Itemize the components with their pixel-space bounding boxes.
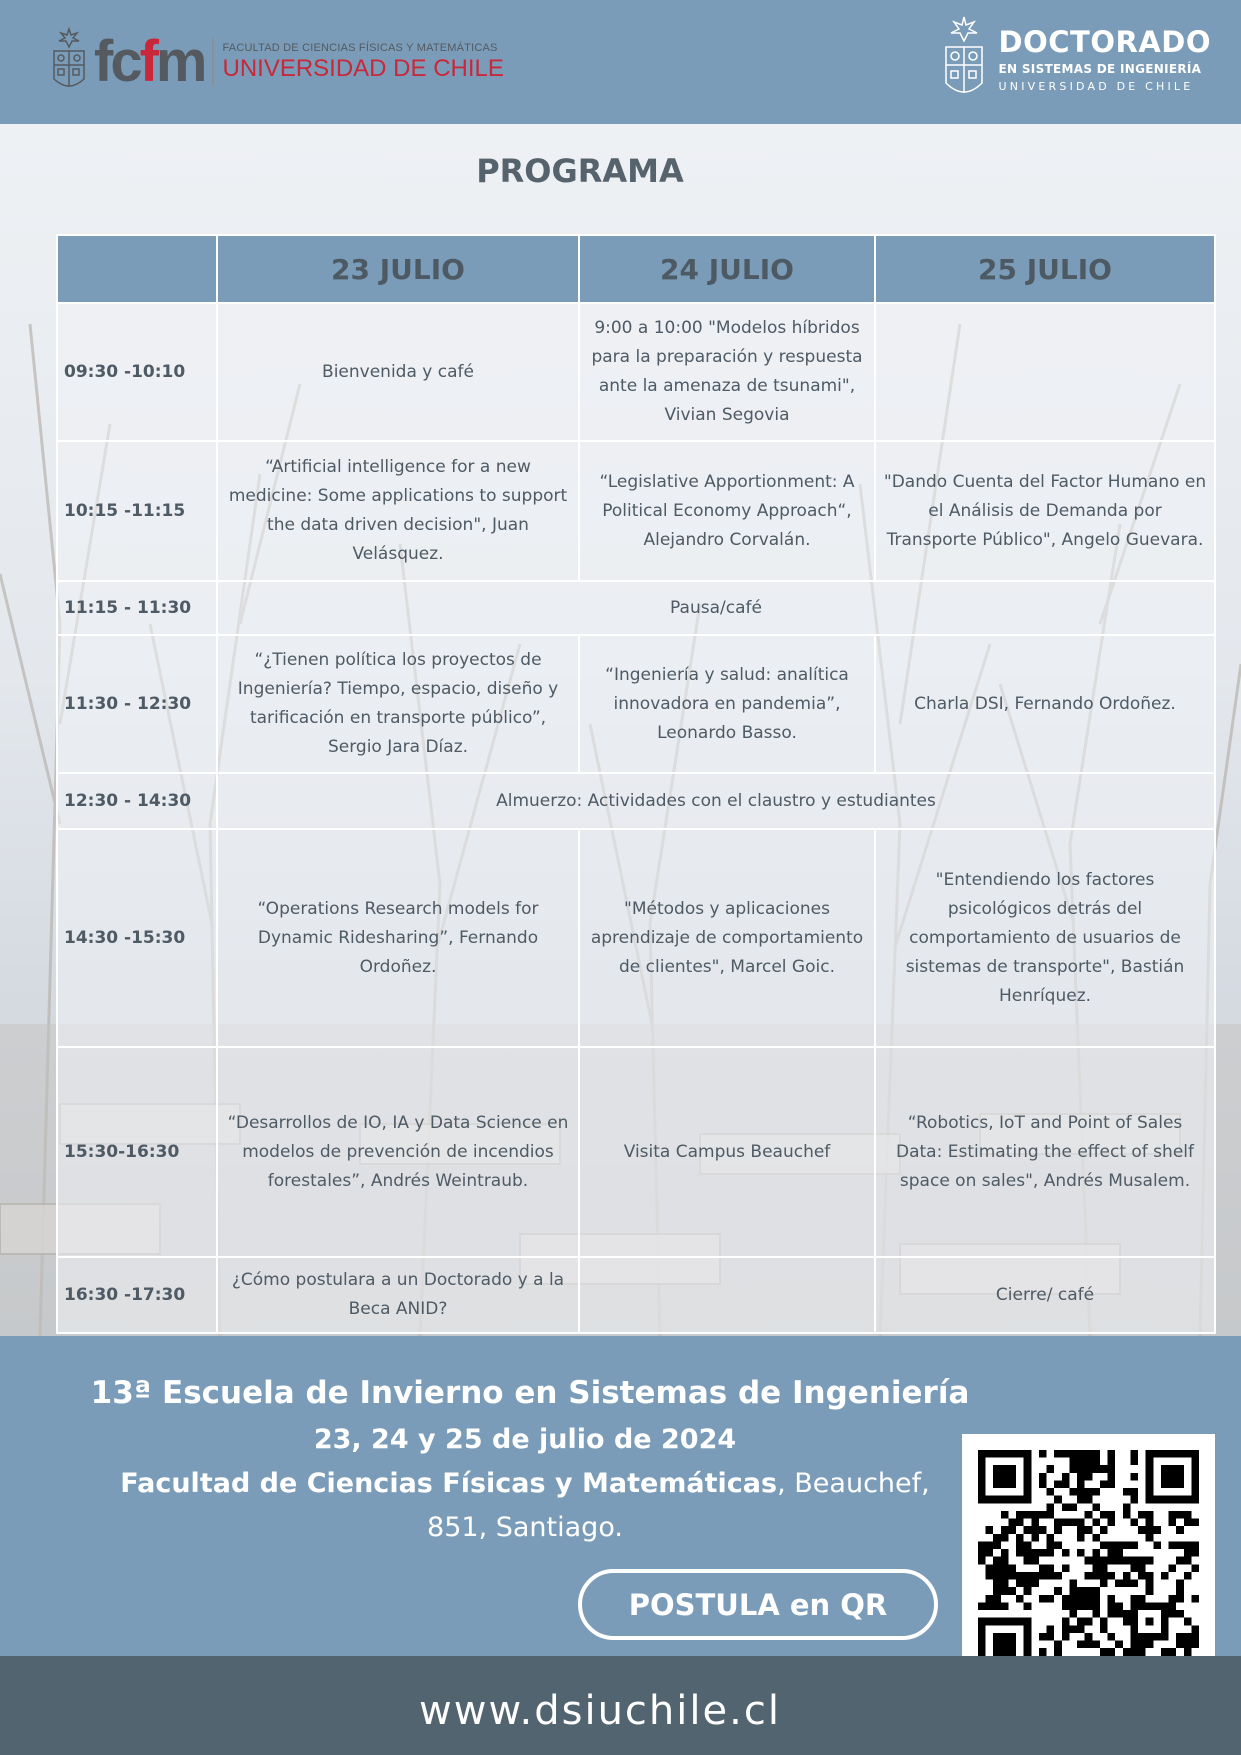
time-cell: 11:15 - 11:30: [57, 581, 217, 635]
fcfm-wordmark: fcfm: [94, 29, 205, 94]
day-header-23: 23 JULIO: [217, 235, 579, 303]
session-cell: “Desarrollos de IO, IA y Data Science en modelos de prevención de incendios forestales”, Andrés Weintraub.: [217, 1047, 579, 1257]
table-row: [57, 1257, 1215, 1333]
day-header-24: 24 JULIO: [579, 235, 875, 303]
time-cell: 11:30 - 12:30: [57, 635, 217, 773]
session-cell: “Ingeniería y salud: analítica innovadora en pandemia”, Leonardo Basso.: [579, 635, 875, 773]
table-row: [57, 773, 1215, 829]
doctorado-logo: [941, 10, 1211, 110]
qr-code[interactable]: [962, 1434, 1215, 1687]
time-cell: 16:30 -17:30: [57, 1257, 217, 1333]
session-cell: [875, 303, 1215, 441]
break-cell: Pausa/café: [217, 581, 1215, 635]
university-name: UNIVERSIDAD DE CHILE: [222, 55, 504, 83]
faculty-place: Facultad de Ciencias Físicas y Matemáticas: [120, 1468, 778, 1499]
faculty-name: FACULTAD DE CIENCIAS FÍSICAS Y MATEMÁTICAS: [222, 42, 498, 55]
session-cell: “Operations Research models for Dynamic Ridesharing”, Fernando Ordoñez.: [217, 829, 579, 1047]
doctorado-title: DOCTORADO: [998, 24, 1211, 59]
fcfm-logo: [50, 22, 504, 102]
website-link[interactable]: www.dsiuchile.cl: [419, 1688, 781, 1734]
session-cell: Charla DSI, Fernando Ordoñez.: [875, 635, 1215, 773]
session-cell: [579, 1257, 875, 1333]
time-cell: 12:30 - 14:30: [57, 773, 217, 829]
event-title: 13ª Escuela de Invierno en Sistemas de Ingeniería: [90, 1375, 970, 1411]
session-cell: Visita Campus Beauchef: [579, 1047, 875, 1257]
session-cell: “Robotics, IoT and Point of Sales Data: Estimating the effect of shelf space on sales", Andrés Musalem.: [875, 1047, 1215, 1257]
apply-qr-button[interactable]: POSTULA en QR: [578, 1569, 938, 1640]
table-row: [57, 303, 1215, 441]
session-cell: “Legislative Apportionment: A Political Economy Approach“, Alejandro Corvalán.: [579, 441, 875, 581]
table-row: [57, 1047, 1215, 1257]
place-street: , Beauchef,: [777, 1468, 930, 1499]
doctorado-university: UNIVERSIDAD DE CHILE: [998, 79, 1194, 93]
logo-divider: [212, 38, 214, 86]
session-cell: Bienvenida y café: [217, 303, 579, 441]
session-cell: Cierre/ café: [875, 1257, 1215, 1333]
time-cell: 09:30 -10:10: [57, 303, 217, 441]
day-header-25: 25 JULIO: [875, 235, 1215, 303]
event-dates: 23, 24 y 25 de julio de 2024: [313, 1424, 737, 1455]
session-cell: "Métodos y aplicaciones aprendizaje de comportamiento de clientes", Marcel Goic.: [579, 829, 875, 1047]
event-place: [0, 1468, 1050, 1499]
session-cell: "Dando Cuenta del Factor Humano en el Análisis de Demanda por Transporte Público", Angelo Guevara.: [875, 441, 1215, 581]
programa-title: PROGRAMA: [476, 152, 684, 190]
session-cell: 9:00 a 10:00 "Modelos híbridos para la preparación y respuesta ante la amenaza de tsunami", Vivian Segovia: [579, 303, 875, 441]
time-cell: 15:30-16:30: [57, 1047, 217, 1257]
table-row: [57, 441, 1215, 581]
time-cell: 10:15 -11:15: [57, 441, 217, 581]
doctorado-subtitle: EN SISTEMAS DE INGENIERÍA: [998, 61, 1202, 76]
session-cell: “Artificial intelligence for a new medicine: Some applications to support the data driven decision", Juan Velásquez.: [217, 441, 579, 581]
qr-code-icon: [978, 1450, 1199, 1671]
time-cell: 14:30 -15:30: [57, 829, 217, 1047]
session-cell: “¿Tienen política los proyectos de Ingeniería? Tiempo, espacio, diseño y tarificación en transporte público”, Sergio Jara Díaz.: [217, 635, 579, 773]
lunch-cell: Almuerzo: Actividades con el claustro y estudiantes: [217, 773, 1215, 829]
table-row: [57, 581, 1215, 635]
time-column-header: [57, 235, 217, 303]
table-row: [57, 829, 1215, 1047]
table-row: [57, 635, 1215, 773]
session-cell: "Entendiendo los factores psicológicos detrás del comportamiento de usuarios de sistemas de transporte", Bastián Henríquez.: [875, 829, 1215, 1047]
university-seal-icon: [50, 27, 88, 97]
event-place-line2: 851, Santiago.: [427, 1512, 623, 1543]
table-header-row: [57, 235, 1215, 303]
university-seal-icon: [941, 13, 987, 107]
session-cell: ¿Cómo postulara a un Doctorado y a la Beca ANID?: [217, 1257, 579, 1333]
schedule-table: [56, 234, 1216, 1334]
